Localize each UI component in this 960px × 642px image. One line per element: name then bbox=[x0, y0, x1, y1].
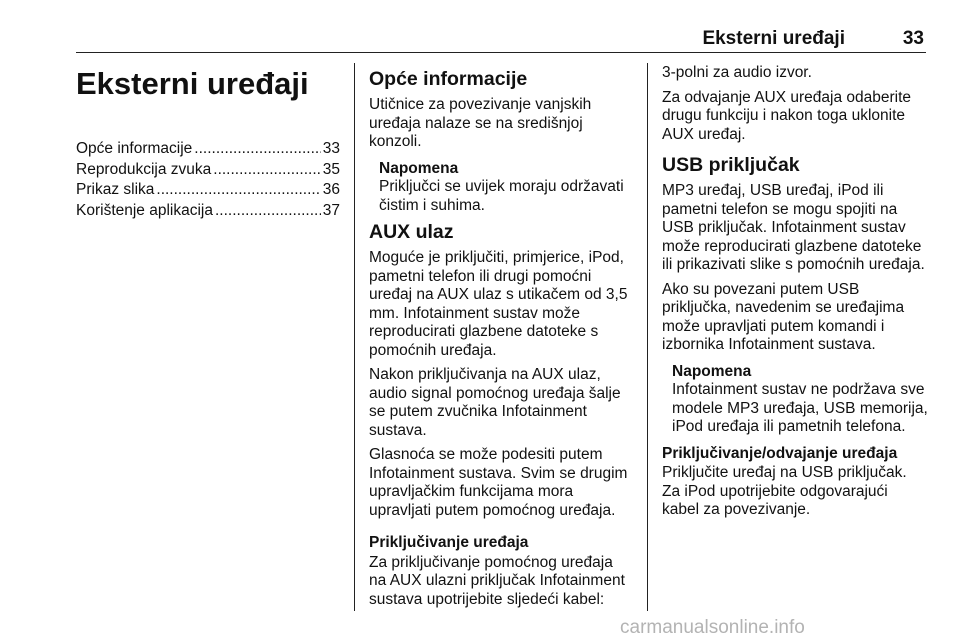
paragraph-usb-2: Ako su povezani putem USB priključka, navedenim se uređajima može upravljati putem komandi i izbornika Infotainment sustava. bbox=[662, 280, 905, 353]
column-usb bbox=[662, 64, 928, 526]
note-box bbox=[379, 160, 634, 216]
paragraph-aux-2: Nakon priključivanja na AUX ulaz, audio signal pomoćnog uređaja šalje se putem zvučnika Infotainment sustava. bbox=[369, 366, 621, 439]
paragraph-connect-usb: Priključite uređaj na USB priključak. Za iPod upotrijebite odgovarajući kabel za povezivanje. bbox=[662, 464, 907, 518]
column-divider-2 bbox=[647, 63, 648, 611]
paragraph-aux-cont-1: 3-polni za audio izvor. bbox=[662, 64, 812, 81]
watermark: carmanualsonline.info bbox=[620, 617, 805, 638]
paragraph-connect-device: Za priključivanje pomoćnog uređaja na AUX ulazni priključak Infotainment sustava upotrijebite sljedeći kabel: bbox=[369, 553, 625, 608]
toc-leader-dots bbox=[156, 181, 320, 200]
toc-leader-dots bbox=[213, 161, 320, 180]
column-divider-1 bbox=[354, 63, 355, 611]
subheading-connect-device: Priključivanje uređaja bbox=[369, 534, 529, 551]
note-box bbox=[672, 363, 928, 437]
toc-item-label: Reprodukcija zvuka bbox=[76, 160, 212, 178]
toc-item-label: Prikaz slika bbox=[76, 181, 155, 198]
toc-item-label: Opće informacije bbox=[76, 140, 193, 157]
note-text: Priključci se uvijek moraju održavati čistim i suhima. bbox=[379, 178, 624, 214]
running-header-title: Eksterni uređaji bbox=[702, 28, 845, 49]
paragraph-aux-3: Glasnoća se može podesiti putem Infotainment sustava. Svim se drugim upravljačkim funkcijama mora upravljati putem pomoćnog uređaja. bbox=[369, 446, 628, 519]
toc-item[interactable] bbox=[76, 202, 340, 223]
toc-item-page: 33 bbox=[322, 140, 340, 157]
column-chapter bbox=[76, 64, 340, 222]
toc-leader-dots bbox=[194, 140, 320, 159]
header-rule bbox=[76, 52, 926, 53]
toc-item-page: 36 bbox=[322, 181, 340, 198]
chapter-title: Eksterni uređaji bbox=[76, 66, 309, 101]
toc-item[interactable] bbox=[76, 140, 340, 161]
section-heading-usb: USB priključak bbox=[662, 154, 800, 176]
toc-item-page: 37 bbox=[322, 201, 340, 219]
section-heading-general-info: Opće informacije bbox=[369, 68, 528, 90]
toc-item[interactable] bbox=[76, 161, 340, 182]
paragraph-aux-cont-2: Za odvajanje AUX uređaja odaberite drugu funkciju i nakon toga uklonite AUX uređaj. bbox=[662, 88, 912, 143]
note-title: Napomena bbox=[672, 362, 752, 380]
note-text: Infotainment sustav ne podržava sve modele MP3 uređaja, USB memorija, iPod uređaja ili pametnih telefona. bbox=[672, 381, 928, 435]
section-heading-aux: AUX ulaz bbox=[369, 221, 454, 243]
page-number: 33 bbox=[902, 28, 924, 49]
paragraph-usb-1: MP3 uređaj, USB uređaj, iPod ili pametni telefon se mogu spojiti na USB priključak. Infotainment sustav može reproducirati glazbene datoteke ili prikazivati slike s pomoćnih uređaja. bbox=[662, 182, 925, 273]
toc-item-label: Korištenje aplikacija bbox=[76, 201, 213, 219]
paragraph-aux-1: Moguće je priključiti, primjerice, iPod, pametni telefon ili drugi pomoćni uređaj na AUX ulaz s utikačem od 3,5 mm. Infotainment sustav može reproducirati glazbene datoteke s pomoćnih uređaja. bbox=[369, 249, 628, 359]
table-of-contents bbox=[76, 140, 340, 222]
note-title: Napomena bbox=[379, 159, 459, 177]
toc-leader-dots bbox=[215, 202, 321, 221]
toc-item[interactable] bbox=[76, 181, 340, 202]
paragraph-intro: Utičnice za povezivanje vanjskih uređaja nalaze se na središnjoj konzoli. bbox=[369, 96, 592, 150]
column-general-info bbox=[369, 64, 634, 615]
subheading-connect-disconnect: Priključivanje/odvajanje uređaja bbox=[662, 444, 898, 462]
toc-item-page: 35 bbox=[322, 160, 340, 178]
